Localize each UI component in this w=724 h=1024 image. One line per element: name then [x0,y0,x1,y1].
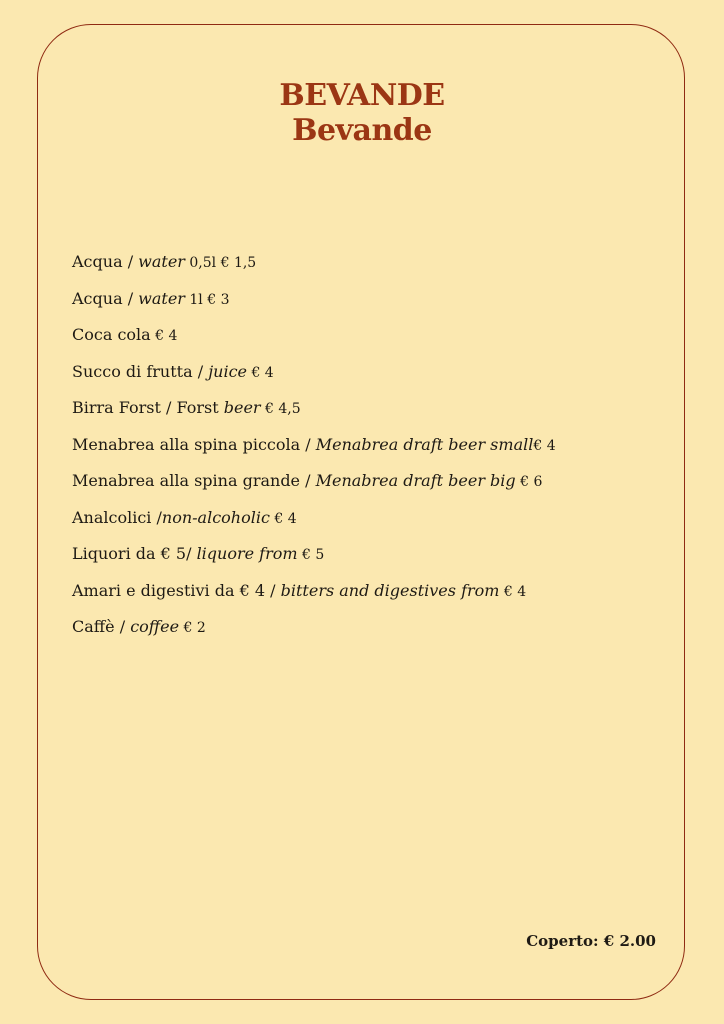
drink-price: 1l € 3 [184,291,230,308]
drink-price: € 6 [515,474,543,490]
drink-item [72,250,556,287]
drink-item [72,433,556,470]
drink-name-en: water [138,252,185,271]
drink-price: € 4 [269,510,297,527]
cover-charge: Coperto: € 2.00 [526,932,656,950]
drink-name-en: water [138,288,185,308]
menu-title-upper: BEVANDE [279,78,445,113]
drink-price: € 4 [150,328,178,344]
drink-name-it: Succo di frutta / [72,361,209,381]
drink-item [72,396,556,433]
drink-name-it: Birra Forst / Forst [72,398,224,417]
drink-price: € 4 [247,364,274,381]
drink-item [72,615,556,652]
drinks-list [72,250,556,652]
drink-name-it: Liquori da € 5/ [72,544,197,563]
drink-name-it: Acqua / [72,252,139,271]
drink-item [72,287,556,324]
drink-name-it: Menabrea alla spina piccola / [72,434,316,454]
drink-name-it: Menabrea alla spina grande / [72,471,316,490]
drink-name-it: Amari e digestivi da € 4 / [72,580,281,600]
drink-price: € 4 [533,437,556,454]
drink-name-en: beer [223,398,261,417]
drink-price: € 4 [499,583,527,600]
menu-title: Bevande [292,113,432,148]
drink-item [72,506,556,543]
drink-name-en: coffee [130,617,180,636]
drink-name-it: Caffè / [72,617,131,636]
drink-name-en: Menabrea draft beer big [315,471,516,490]
drink-name-it: Coca cola [72,325,151,344]
drink-name-it: Acqua / [72,288,139,308]
drink-item [72,542,556,579]
drink-name-en: liquore from [196,544,298,563]
drink-price: € 4,5 [260,401,301,417]
drink-price: € 5 [297,547,325,563]
drink-name-it: Analcolici / [72,507,162,527]
drink-name-en: juice [208,361,247,381]
drink-item [72,579,556,616]
drink-item [72,469,556,506]
drink-price: € 2 [179,620,206,636]
drink-item [72,323,556,360]
drink-name-en: Menabrea draft beer small [315,434,534,454]
drink-item [72,360,556,397]
drink-name-en: non-alcoholic [161,507,270,527]
drink-price: 0,5l € 1,5 [184,255,257,271]
drink-name-en: bitters and digestives from [280,580,500,600]
